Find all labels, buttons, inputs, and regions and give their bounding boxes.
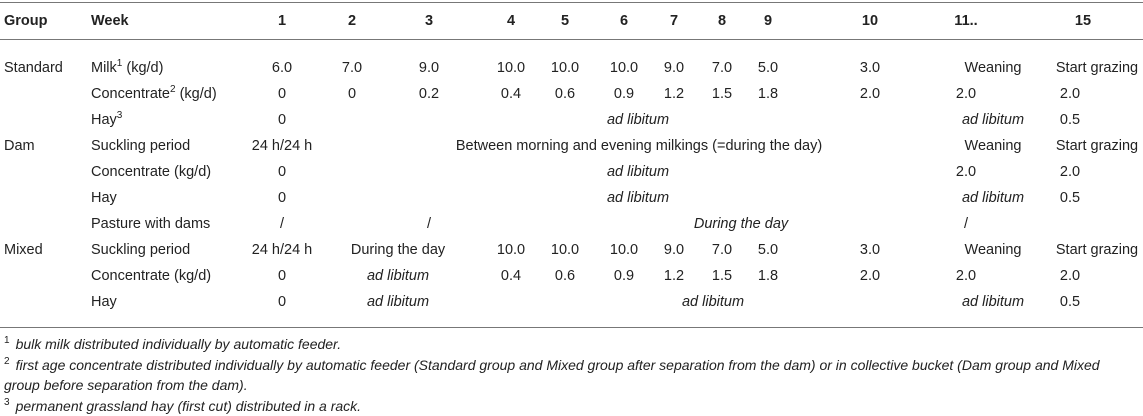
row-label-concentrate: Concentrate (kg/d) [91, 268, 212, 284]
top-rule [0, 2, 1143, 3]
table-cell: 0.4 [500, 86, 522, 102]
table-cell-span: During the day [350, 242, 446, 258]
header-week-11: 11.. [954, 13, 978, 29]
header-week-5: 5 [560, 13, 570, 29]
table-cell: 10.0 [496, 242, 526, 258]
table-cell: 6.0 [271, 60, 293, 76]
header-week-3: 3 [424, 13, 434, 29]
header-week-8: 8 [717, 13, 727, 29]
table-cell: 0.2 [418, 86, 440, 102]
table-cell: 2.0 [1059, 164, 1081, 180]
table-cell: 1.5 [711, 86, 733, 102]
table-cell: 0.6 [554, 86, 576, 102]
table-cell: 2.0 [955, 268, 977, 284]
table-cell: 0.5 [1059, 294, 1081, 310]
table-cell: 24 h/24 h [251, 242, 313, 258]
table-cell: 0.9 [613, 86, 635, 102]
table-cell: Weaning [964, 138, 1022, 154]
table-cell: 10.0 [550, 242, 580, 258]
table-cell-span: Between morning and evening milkings (=during the day) [455, 138, 823, 154]
table-cell: 7.0 [711, 242, 733, 258]
table-cell-span: ad libitum [606, 164, 670, 180]
table-cell-span: ad libitum [366, 294, 430, 310]
table-cell: 0 [277, 112, 287, 128]
table-cell: Start grazing [1055, 60, 1139, 76]
row-label-concentrate: Concentrate (kg/d) [91, 164, 212, 180]
table-cell: 0.9 [613, 268, 635, 284]
table-cell: 0 [277, 268, 287, 284]
table-cell: 2.0 [1059, 268, 1081, 284]
table-cell: 1.8 [757, 268, 779, 284]
footnote-3: $^3$ permanent grassland hay (first cut) distributed in a rack. [4, 397, 362, 414]
row-label-suckling: Suckling period [91, 242, 191, 258]
table-cell: 1.2 [663, 86, 685, 102]
table-cell: 1.5 [711, 268, 733, 284]
table-cell: 2.0 [955, 164, 977, 180]
row-label-milk: Milk$^1$ (kg/d) [91, 58, 164, 76]
table-cell: Start grazing [1055, 242, 1139, 258]
table-cell: 10.0 [550, 60, 580, 76]
table-cell: 10.0 [496, 60, 526, 76]
header-week: Week [91, 13, 129, 29]
table-cell: Weaning [964, 60, 1022, 76]
row-label-hay: Hay [91, 294, 117, 310]
row-label-hay: Hay$^3$ [91, 110, 123, 128]
table-cell: 0 [277, 190, 287, 206]
table-cell: 0 [347, 86, 357, 102]
table-cell: ad libitum [961, 190, 1025, 206]
table-cell-span: ad libitum [606, 112, 670, 128]
table-cell: 2.0 [859, 268, 881, 284]
row-label-pasture: Pasture with dams [91, 216, 211, 232]
table-cell: / [426, 216, 432, 232]
table-cell: / [279, 216, 285, 232]
footnote-2: $^2$ first age concentrate distributed individually by automatic feeder (Standard group and Mixed group after separation from the dam) or in collective bucket (Dam group and Mixed group before separation from the dam). [4, 356, 1100, 393]
header-week-15: 15 [1074, 13, 1092, 29]
table-cell-span: During the day [693, 216, 789, 232]
table-cell: 7.0 [711, 60, 733, 76]
header-week-4: 4 [506, 13, 516, 29]
table-cell: 3.0 [859, 60, 881, 76]
table-cell: / [963, 216, 969, 232]
table-cell-span: ad libitum [681, 294, 745, 310]
table-cell: 0 [277, 86, 287, 102]
table-cell: 2.0 [1059, 86, 1081, 102]
header-rule [0, 39, 1143, 40]
table-cell: 2.0 [955, 86, 977, 102]
header-week-2: 2 [347, 13, 357, 29]
header-week-9: 9 [763, 13, 773, 29]
table-cell: ad libitum [961, 112, 1025, 128]
table-cell: 9.0 [663, 242, 685, 258]
row-label-concentrate: Concentrate$^2$ (kg/d) [91, 84, 217, 102]
table-cell: ad libitum [961, 294, 1025, 310]
row-label-suckling: Suckling period [91, 138, 191, 154]
table-cell: Start grazing [1055, 138, 1139, 154]
table-cell: 1.8 [757, 86, 779, 102]
group-dam: Dam [4, 138, 35, 154]
header-week-6: 6 [619, 13, 629, 29]
table-cell: 10.0 [609, 242, 639, 258]
table-cell: 0.6 [554, 268, 576, 284]
table-cell: 1.2 [663, 268, 685, 284]
group-standard: Standard [4, 60, 63, 76]
header-group: Group [4, 13, 48, 29]
table-cell: 5.0 [757, 242, 779, 258]
table-cell: 7.0 [341, 60, 363, 76]
table-cell: 9.0 [663, 60, 685, 76]
table-cell: 24 h/24 h [251, 138, 313, 154]
table-cell: 0.5 [1059, 190, 1081, 206]
table-cell: 0 [277, 164, 287, 180]
table-cell-span: ad libitum [366, 268, 430, 284]
table-cell: 0.4 [500, 268, 522, 284]
table-cell: Weaning [964, 242, 1022, 258]
row-label-hay: Hay [91, 190, 117, 206]
table-cell: 2.0 [859, 86, 881, 102]
table-cell: 0.5 [1059, 112, 1081, 128]
group-mixed: Mixed [4, 242, 43, 258]
header-week-7: 7 [669, 13, 679, 29]
table-cell: 10.0 [609, 60, 639, 76]
bottom-rule [0, 327, 1143, 328]
table-cell: 3.0 [859, 242, 881, 258]
table-cell: 0 [277, 294, 287, 310]
table-cell: 5.0 [757, 60, 779, 76]
header-week-1: 1 [277, 13, 287, 29]
table-cell: 9.0 [418, 60, 440, 76]
table-cell-span: ad libitum [606, 190, 670, 206]
header-week-10: 10 [861, 13, 879, 29]
footnote-1: $^1$ bulk milk distributed individually by automatic feeder. [4, 335, 342, 352]
